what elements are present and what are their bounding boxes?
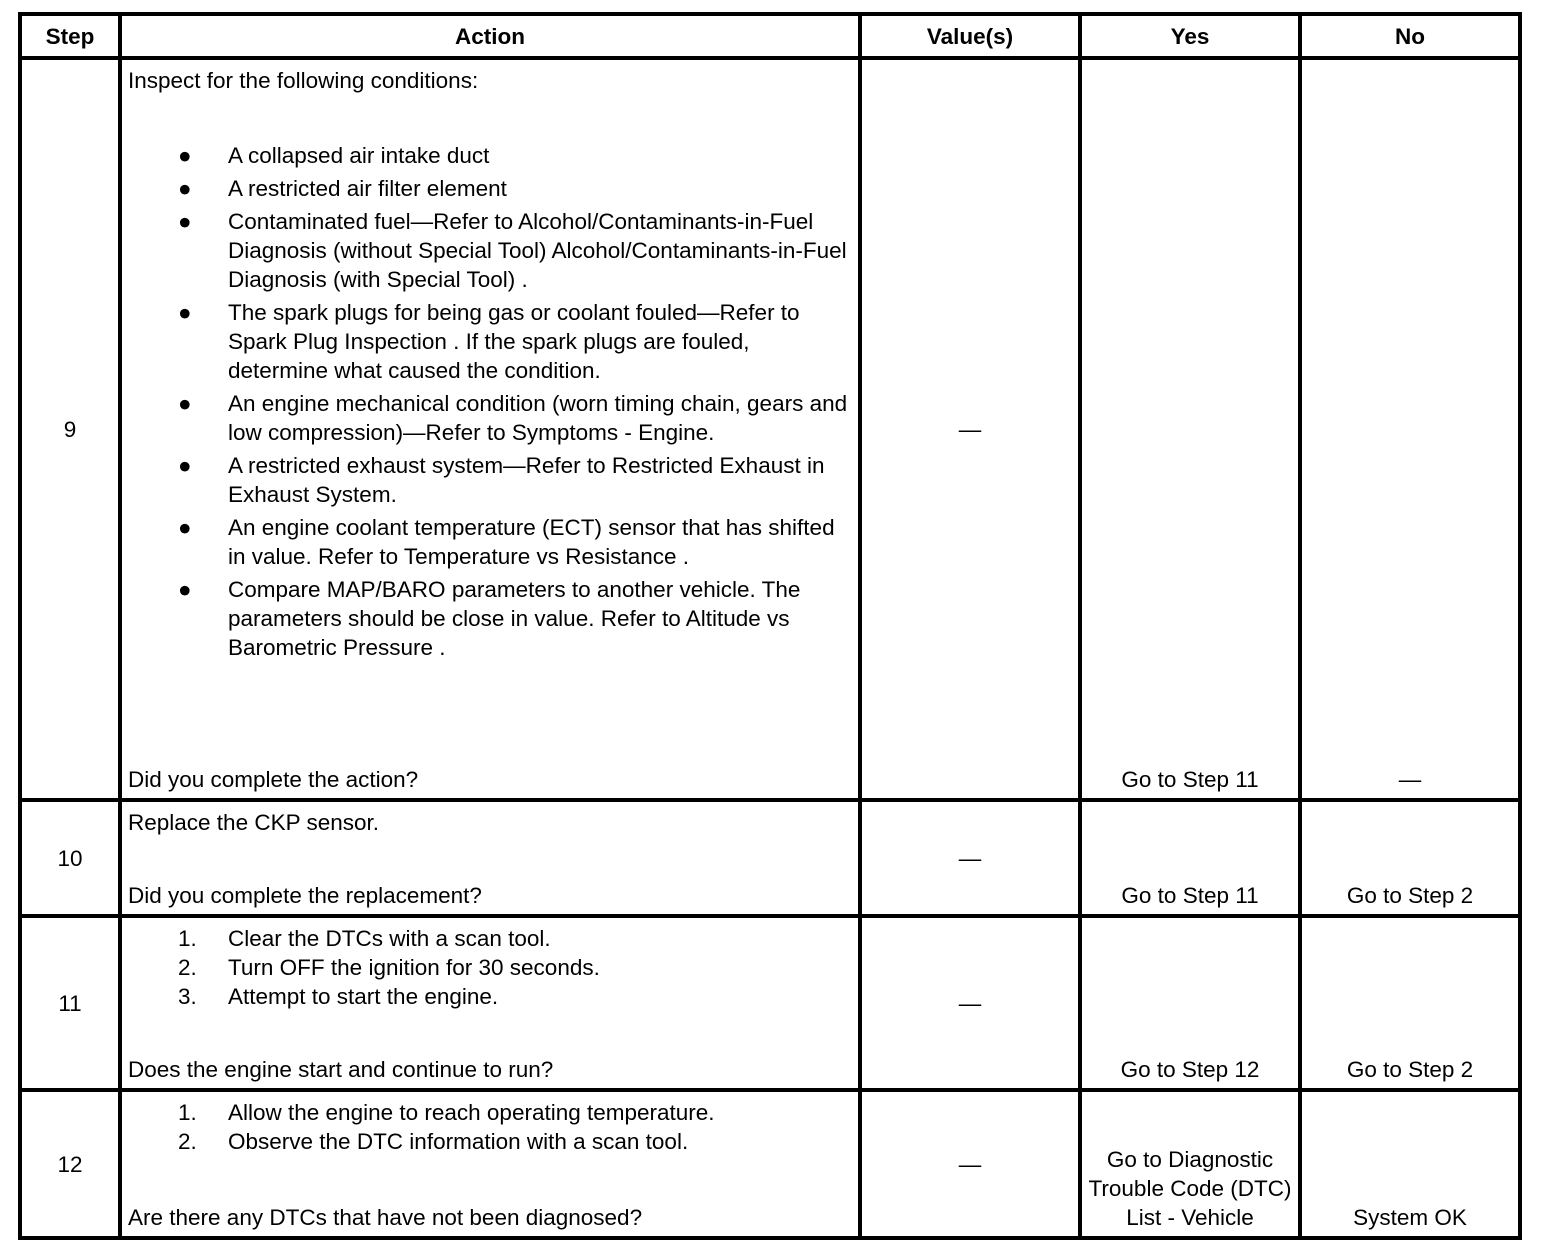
action-question: Did you complete the action? <box>128 767 419 792</box>
list-item: ● Contaminated fuel—Refer to Alcohol/Contaminants-in-Fuel Diagnosis (without Special Tool) Alcohol/Contaminants-in-Fuel Diagnosis (with Special Tool) . <box>178 209 847 292</box>
bullet-icon: ● <box>178 209 192 234</box>
header-no: No <box>1300 14 1520 58</box>
bullet-icon: ● <box>178 577 192 602</box>
list-item: 1. Clear the DTCs with a scan tool. <box>178 926 551 951</box>
no-cell: System OK <box>1300 1090 1520 1238</box>
header-step: Step <box>20 14 120 58</box>
list-item: 2. Observe the DTC information with a scan tool. <box>178 1129 689 1154</box>
list-item: ● The spark plugs for being gas or coolant fouled—Refer to Spark Plug Inspection . If the spark plugs are fouled, determine what caused the condition. <box>178 300 800 383</box>
no-cell: Go to Step 2 <box>1300 800 1520 916</box>
action-cell <box>120 58 860 800</box>
yes-cell: Go to Diagnostic Trouble Code (DTC) List - Vehicle <box>1080 1090 1300 1238</box>
list-item: ● An engine coolant temperature (ECT) sensor that has shifted in value. Refer to Temperature vs Resistance . <box>178 515 835 569</box>
value-cell: — <box>860 58 1080 800</box>
list-item: ● Compare MAP/BARO parameters to another vehicle. The parameters should be close in value. Refer to Altitude vs Barometric Pressure . <box>178 577 801 660</box>
table-row <box>20 1090 1520 1238</box>
bullet-icon: ● <box>178 453 192 478</box>
yes-cell: Go to Step 12 <box>1080 916 1300 1090</box>
list-item: ● A restricted air filter element <box>178 176 507 201</box>
table-row <box>20 58 1520 800</box>
action-cell <box>120 1090 860 1238</box>
action-question: Does the engine start and continue to run? <box>128 1057 554 1082</box>
step-number: 9 <box>20 58 120 800</box>
header-values: Value(s) <box>860 14 1080 58</box>
table-row <box>20 916 1520 1090</box>
action-intro: Replace the CKP sensor. <box>128 810 379 835</box>
yes-cell: Go to Step 11 <box>1080 800 1300 916</box>
list-item: 3. Attempt to start the engine. <box>178 984 499 1009</box>
value-cell: — <box>860 1090 1080 1238</box>
list-item: ● A collapsed air intake duct <box>178 143 490 168</box>
yes-cell: Go to Step 11 <box>1080 58 1300 800</box>
condition-list <box>128 141 852 662</box>
procedure-list <box>128 1098 852 1156</box>
header-action: Action <box>120 14 860 58</box>
table-row <box>20 800 1520 916</box>
value-cell: — <box>860 916 1080 1090</box>
bullet-icon: ● <box>178 391 192 416</box>
no-cell: Go to Step 2 <box>1300 916 1520 1090</box>
bullet-icon: ● <box>178 176 192 201</box>
diagnostic-table <box>18 12 1522 1240</box>
action-cell <box>120 800 860 916</box>
header-row <box>20 14 1520 58</box>
bullet-icon: ● <box>178 143 192 168</box>
procedure-list <box>128 924 852 1011</box>
header-yes: Yes <box>1080 14 1300 58</box>
action-question: Did you complete the replacement? <box>128 883 482 908</box>
list-item: ● An engine mechanical condition (worn timing chain, gears and low compression)—Refer to Symptoms - Engine. <box>178 391 848 445</box>
step-number: 10 <box>20 800 120 916</box>
no-cell: — <box>1300 58 1520 800</box>
bullet-icon: ● <box>178 515 192 540</box>
step-number: 11 <box>20 916 120 1090</box>
list-item: 2. Turn OFF the ignition for 30 seconds. <box>178 955 600 980</box>
action-question: Are there any DTCs that have not been diagnosed? <box>128 1205 643 1230</box>
value-cell: — <box>860 800 1080 916</box>
step-number: 12 <box>20 1090 120 1238</box>
list-item: 1. Allow the engine to reach operating temperature. <box>178 1100 715 1125</box>
bullet-icon: ● <box>178 300 192 325</box>
list-item: ● A restricted exhaust system—Refer to Restricted Exhaust in Exhaust System. <box>178 453 825 507</box>
action-intro: Inspect for the following conditions: <box>128 68 479 93</box>
action-cell <box>120 916 860 1090</box>
